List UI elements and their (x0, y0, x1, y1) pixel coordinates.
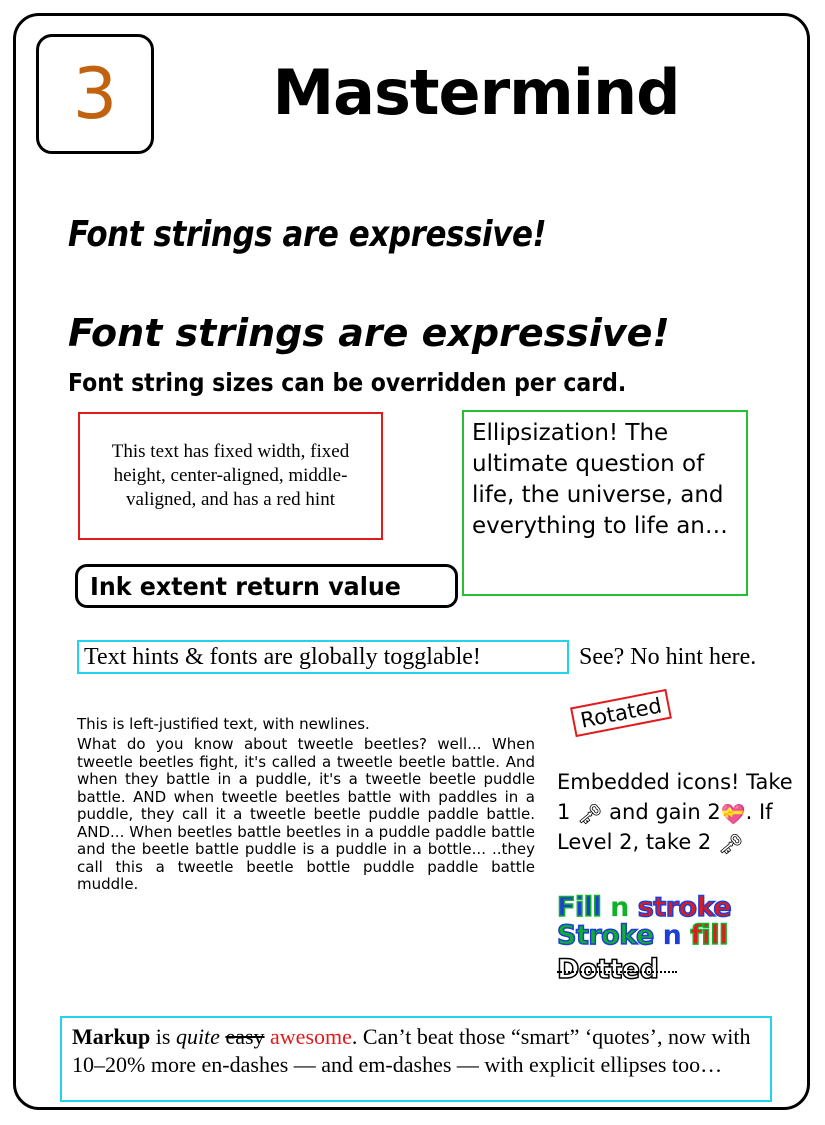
word-dotted: Dotted (557, 954, 659, 985)
scroll-icon: 🗝 (577, 801, 603, 826)
word-stroke: stroke (637, 892, 732, 923)
scroll-icon-2: 🗝 (717, 831, 744, 856)
heart-ribbon-icon: 💝 (720, 801, 746, 826)
fixed-size-red-hint-box (78, 412, 383, 540)
toggleable-hint-box[interactable] (77, 640, 569, 674)
word-n: n (610, 892, 629, 923)
embedded-icons-line-2-mid: and gain 2 (609, 799, 721, 824)
word-fill: Fill (557, 892, 602, 923)
ink-extent-box (75, 564, 458, 608)
markup-bold: Markup (72, 1024, 151, 1049)
page-title: Mastermind (272, 56, 680, 129)
font-size-override-note: Font string sizes can be overridden per card. (68, 368, 627, 397)
markup-strikethrough: easy (225, 1024, 265, 1049)
paragraph-body: What do you know about tweetle beetles? well... When tweetle beetles fight, it's called a tweetle beetle battle. And when they battle in a puddle, it's a tweetle beetle puddle battle. AND when tweetle beetles battle with paddles in a puddle, they call it a tweetle beetle puddle paddle battle. AND... When beetles battle beetles in a puddle paddle battle and the beetle battle puddle is a puddle in a bottle... ..they call this a tweetle beetle bottle puddle paddle battle muddle. (77, 735, 535, 894)
level-badge (36, 34, 154, 154)
markup-demo-text (72, 1023, 760, 1079)
word-n-2: n (662, 919, 682, 951)
markup-red: awesome (270, 1024, 352, 1049)
embedded-icons-line-1: Embedded icons! Take (557, 770, 793, 794)
stroke-n-fill-line (557, 919, 731, 951)
ellipsization-text: Ellipsization! The ultimate question of life, the universe, and everything to life an… (472, 420, 728, 540)
ellipsization-green-hint-box (462, 410, 748, 596)
toggleable-hint-text: Text hints & fonts are globally togglable! (84, 643, 481, 670)
word-stroke-2: Stroke (557, 919, 654, 951)
markup-italic: quite (175, 1024, 220, 1049)
dotted-word (557, 954, 658, 985)
markup-plain-2: . Can’t beat those “smart” ‘quotes’, now with 10–20% more en-dashes — and em-dashes — with explicit ellipses too… (72, 1024, 751, 1078)
fill-n-stroke-line (557, 894, 731, 922)
no-hint-text: See? No hint here. (579, 644, 757, 670)
markup-plain-1: is (150, 1024, 176, 1049)
expressive-font-line-2: Font strings are expressive! (68, 311, 670, 355)
markup-demo-box (60, 1016, 772, 1102)
fill-stroke-demo (557, 894, 731, 949)
embedded-icons-line-2-pre: 1 (557, 799, 571, 824)
paragraph-intro: This is left-justified text, with newlines. (77, 715, 370, 733)
mastermind-card (13, 13, 810, 1110)
dotted-strike-line (557, 971, 677, 973)
embedded-icons-text (557, 768, 807, 857)
ink-extent-label: Ink extent return value (90, 571, 401, 601)
rotated-label: Rotated (578, 693, 664, 733)
embedded-icons-line-2-post: . If (745, 799, 773, 824)
fixed-size-box-text: This text has fixed width, fixed height, center-aligned, middle-valigned, and has a red hint (111, 440, 350, 511)
rotated-label-box (570, 689, 672, 737)
expressive-font-line-1: Font strings are expressive! (68, 214, 547, 255)
level-number: 3 (72, 53, 118, 135)
word-fill-2: fill (690, 919, 728, 951)
embedded-icons-line-3-pre: Level 2, take 2 (557, 829, 712, 854)
